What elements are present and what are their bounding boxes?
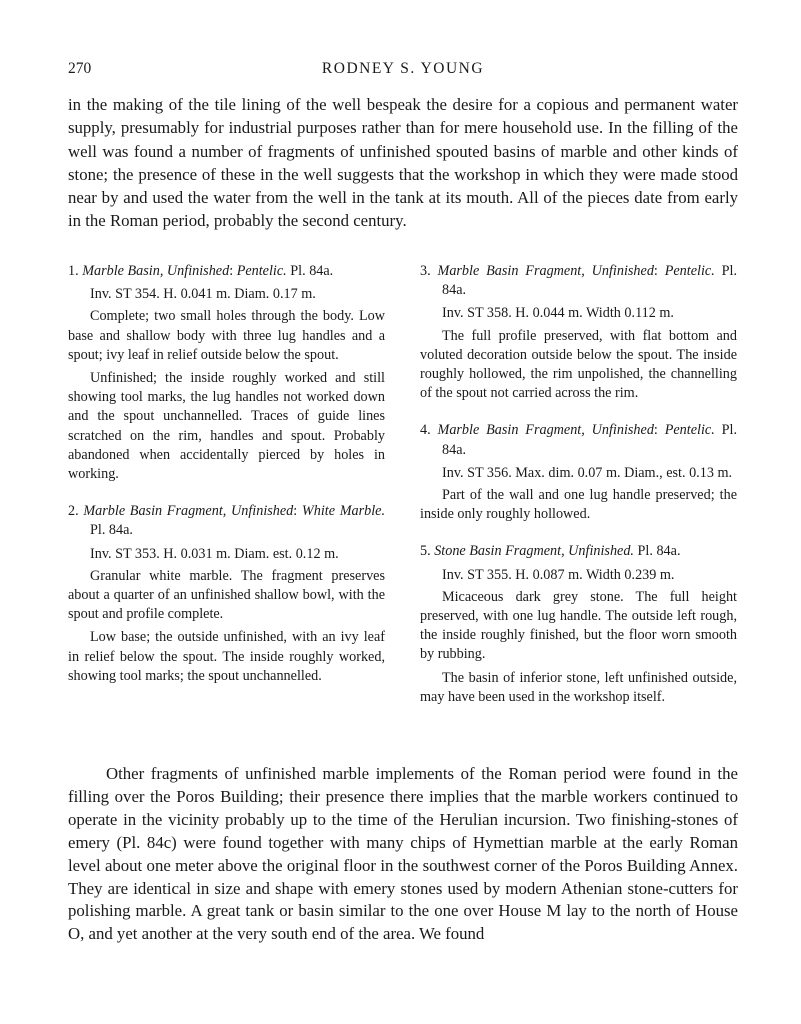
- entry-material: White Marble.: [301, 503, 386, 520]
- entry-number: 2.: [68, 503, 79, 520]
- entry-paragraph: Part of the wall and one lug handle preserved; the inside only roughly hollowed.: [420, 487, 737, 523]
- entry-title-text: Marble Basin, Unfinished: [82, 263, 230, 279]
- catalogue-entry: [420, 421, 737, 524]
- entry-material: Pentelic.: [664, 422, 715, 439]
- entry-number: 4.: [420, 422, 431, 439]
- closing-paragraph: Other fragments of unfinished marble implements of the Roman period were found in the filling over the Poros Building; their presence there implies that the marble workers continued to operate in the vicinity probably up to the time of the Herulian incursion. Two finishing-stones of emery (Pl. 84c) were found together with many chips of Hymettian marble at the early Roman level about one meter above the original floor in the southwest corner of the Poros Building Annex. They are identical in size and shape with emery stones used by modern Athenian stone-cutters for polishing marble. A great tank or basin similar to the one over House M lay to the north of House O, and yet another at the very south end of the area. We found: [68, 764, 738, 944]
- entry-inventory: Inv. ST 353. H. 0.031 m. Diam. est. 0.12 m.: [90, 545, 339, 562]
- entry-title: [420, 542, 737, 561]
- entry-paragraph: Low base; the outside unfinished, with an ivy leaf in relief below the spout. The inside roughly worked, showing tool marks; the spout unchannelled.: [68, 629, 385, 684]
- running-head: RODNEY S. YOUNG: [321, 60, 485, 77]
- catalogue-entry: [420, 542, 737, 707]
- entry-title-text: Marble Basin Fragment, Unfinished: [83, 503, 294, 520]
- entry-title-separator: :: [229, 263, 237, 279]
- entry-material: Pentelic.: [236, 263, 287, 279]
- entry-title-text: Marble Basin Fragment, Unfinished: [437, 422, 654, 439]
- entry-paragraph: Complete; two small holes through the body. Low base and shallow body with three lug handles and a spout; ivy leaf in relief outside below the spout.: [68, 308, 385, 363]
- catalogue-entry: [420, 262, 737, 403]
- intro-paragraph: in the making of the tile lining of the well bespeak the desire for a copious and permanent water supply, presumably for industrial purposes rather than for mere household use. In the filling of the well was found a number of fragments of unfinished spouted basins of marble and other kinds of stone; the presence of these in the well suggests that the workshop in which they were made stood near by and used the water from the well in the tank at its mouth. All of the pieces date from early in the Roman period, probably the second century.: [68, 95, 738, 231]
- catalogue-column-left: [68, 262, 385, 704]
- entry-paragraph: Unfinished; the inside roughly worked and still showing tool marks, the lug handles not worked down and the spout unchannelled. Traces of guide lines scratched on the rim, handles and spout. Probably abandoned when accidentally pierced by holes in working.: [68, 370, 385, 483]
- entry-title-separator: :: [293, 503, 302, 520]
- entry-plate: Pl. 84a.: [442, 422, 737, 458]
- entry-plate: Pl. 84a.: [290, 263, 334, 279]
- entry-paragraph: The basin of inferior stone, left unfinished outside, may have been used in the workshop itself.: [420, 669, 737, 705]
- entry-inventory: Inv. ST 358. H. 0.044 m. Width 0.112 m.: [442, 305, 674, 322]
- page-number: 270: [68, 60, 92, 77]
- entry-title-text: Marble Basin Fragment, Unfinished: [437, 263, 654, 279]
- entry-paragraph: Granular white marble. The fragment preserves about a quarter of an unfinished shallow bowl, with the spout and profile complete.: [68, 567, 385, 623]
- entry-title: [420, 262, 737, 300]
- entry-number: 3.: [420, 263, 431, 279]
- entry-inventory: Inv. ST 355. H. 0.087 m. Width 0.239 m.: [442, 566, 675, 583]
- entry-title-separator: :: [653, 263, 665, 279]
- entry-paragraph: Micaceous dark grey stone. The full height preserved, with one lug handle. The outside left rough, the inside roughly finished, but the floor worn smooth by rubbing.: [420, 588, 737, 663]
- catalogue-column-right: [420, 262, 737, 725]
- entry-number: 1.: [68, 263, 79, 279]
- entry-inventory: Inv. ST 354. H. 0.041 m. Diam. 0.17 m.: [90, 286, 316, 303]
- entry-title: [68, 262, 385, 281]
- entry-title: [420, 421, 737, 459]
- entry-plate: Pl. 84a.: [442, 263, 737, 299]
- page-header: [68, 60, 738, 82]
- entry-material: Pentelic.: [664, 263, 715, 279]
- document-page: [68, 0, 738, 1024]
- entry-inventory: Inv. ST 356. Max. dim. 0.07 m. Diam., est. 0.13 m.: [442, 464, 733, 481]
- entry-plate: Pl. 84a.: [637, 543, 681, 560]
- entry-plate: Pl. 84a.: [90, 522, 133, 539]
- catalogue-entry: [68, 502, 385, 686]
- entry-title-separator: :: [653, 422, 665, 439]
- catalogue-entry: [68, 262, 385, 484]
- entry-number: 5.: [420, 543, 431, 560]
- entry-title: [68, 502, 385, 540]
- entry-paragraph: The full profile preserved, with flat bottom and voluted decoration outside below the spout. The inside roughly hollowed, the rim unpolished, the channelling of the spout not carried across the rim.: [420, 327, 737, 402]
- entry-title-text: Stone Basin Fragment, Unfinished.: [434, 543, 634, 560]
